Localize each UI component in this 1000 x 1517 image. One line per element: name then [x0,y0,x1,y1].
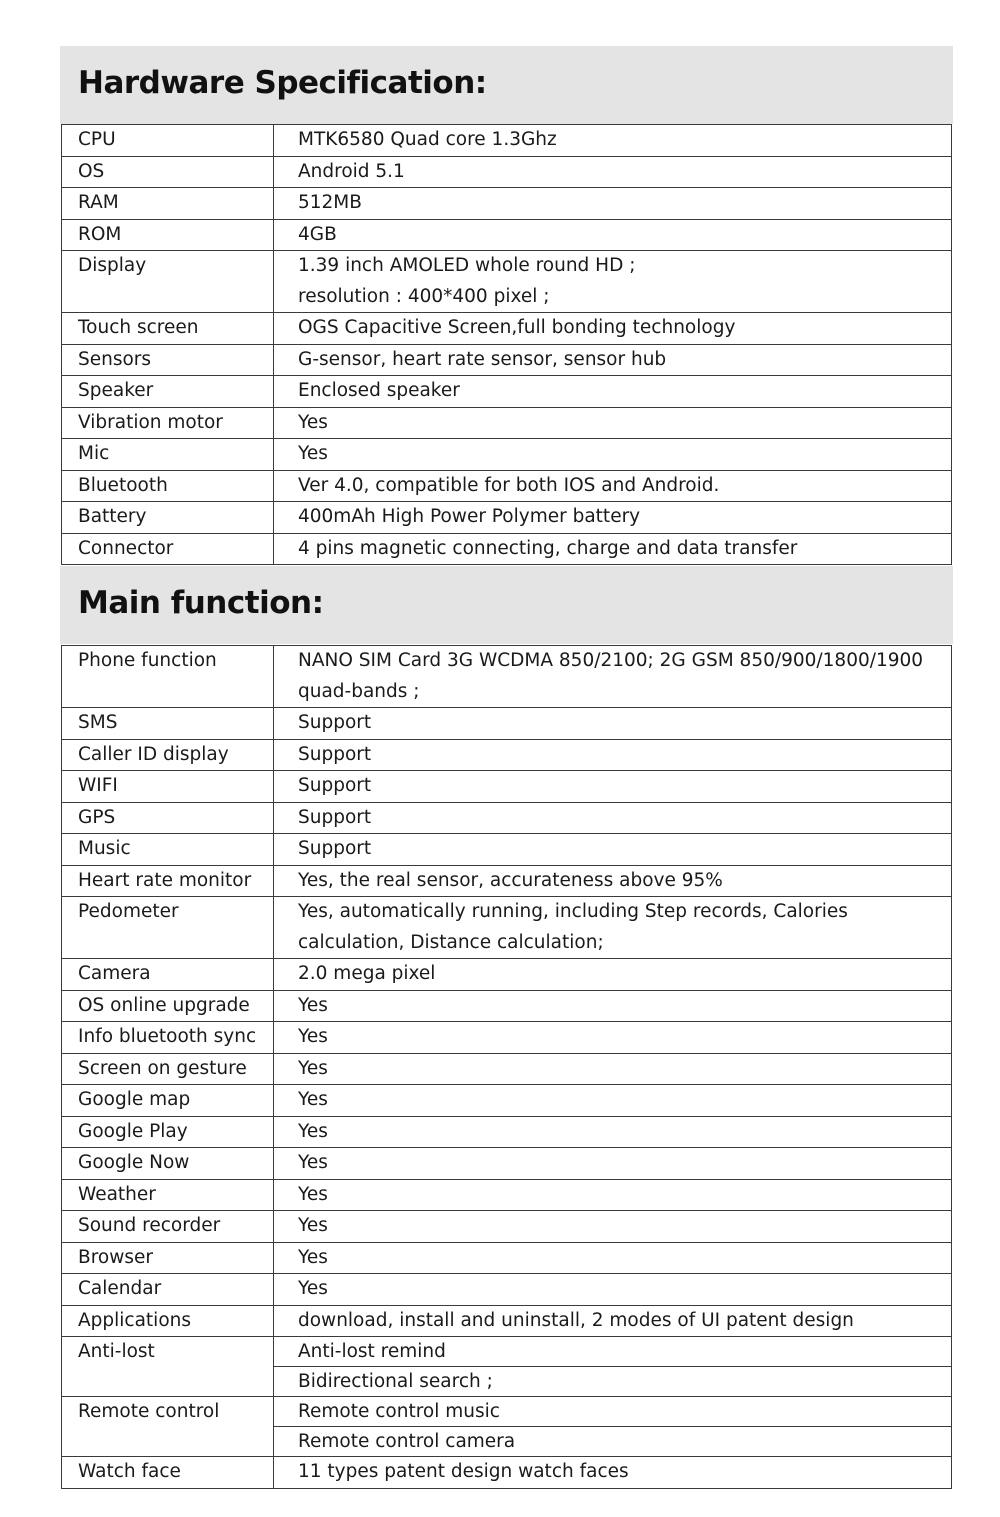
table-row [62,407,952,439]
spec-value [274,219,952,251]
spec-value [274,1085,952,1117]
main-function-title: Main function: [78,585,324,621]
spec-label: Remote control [62,1397,274,1457]
spec-label: Caller ID display [62,739,274,771]
main-function-table [61,645,952,1489]
spec-value-line: resolution : 400*400 pixel ; [298,285,550,307]
spec-value-line: 4 pins magnetic connecting, charge and data transfer [298,537,798,559]
spec-value-line: Yes [298,1057,328,1079]
spec-value: Anti-lost remind [274,1337,952,1367]
table-row [62,1397,952,1427]
spec-value-line: Yes [298,1026,328,1047]
spec-value-line: Support [298,775,372,796]
spec-value: Bidirectional search ; [274,1367,952,1397]
spec-value [274,771,952,803]
spec-label: Display [62,251,274,313]
spec-value [274,1242,952,1274]
spec-value-line: 400mAh High Power Polymer battery [298,506,641,527]
spec-label: Calendar [62,1274,274,1306]
spec-value [274,959,952,991]
table-row [62,1116,952,1148]
table-row [62,439,952,471]
table-row [62,646,952,708]
spec-label: Screen on gesture [62,1053,274,1085]
spec-value [274,1179,952,1211]
spec-value [274,1274,952,1306]
spec-value [274,646,952,708]
spec-label: Mic [62,439,274,471]
table-row [62,708,952,740]
spec-label: Connector [62,533,274,565]
spec-value [274,251,952,313]
spec-value [274,990,952,1022]
spec-value-line: Yes [298,411,328,433]
spec-label: Speaker [62,376,274,408]
table-row [62,1242,952,1274]
spec-label: GPS [62,802,274,834]
spec-value-line: Yes [298,1152,328,1173]
spec-value [274,1305,952,1337]
spec-label: Sensors [62,344,274,376]
spec-value-line: Yes [298,1120,328,1142]
table-row [62,156,952,188]
spec-label: Sound recorder [62,1211,274,1243]
spec-value [274,802,952,834]
table-row [62,1457,952,1489]
table-row [62,188,952,220]
spec-value-line: Yes [298,1278,328,1299]
hardware-section-header [60,46,953,124]
spec-value-line: 11 types patent design watch faces [298,1461,629,1482]
table-row [62,219,952,251]
table-row [62,959,952,991]
spec-label: Anti-lost [62,1337,274,1397]
spec-label: Bluetooth [62,470,274,502]
spec-value [274,1116,952,1148]
table-row [62,470,952,502]
spec-label: Watch face [62,1457,274,1489]
spec-label: Google Play [62,1116,274,1148]
table-row [62,990,952,1022]
spec-value-line: Support [298,712,372,733]
spec-label: SMS [62,708,274,740]
spec-label: Google map [62,1085,274,1117]
spec-value [274,834,952,866]
table-row [62,1274,952,1306]
spec-value-line: download, install and uninstall, 2 modes of UI patent design [298,1309,854,1331]
spec-value-line: Android 5.1 [298,160,405,182]
main-function-section-header [60,566,953,644]
spec-value [274,502,952,534]
spec-value-line: Yes [298,1215,328,1236]
table-row [62,1211,952,1243]
table-row [62,313,952,345]
spec-value [274,1022,952,1054]
spec-value-line: Yes [298,1183,328,1205]
spec-label: WIFI [62,771,274,803]
table-row [62,251,952,313]
spec-value: Remote control camera [274,1427,952,1457]
spec-value-line: OGS Capacitive Screen,full bonding technology [298,317,736,338]
spec-value-line: Ver 4.0, compatible for both IOS and Android. [298,474,720,496]
spec-value [274,439,952,471]
spec-value-line: 2.0 mega pixel [298,963,436,984]
table-row [62,1305,952,1337]
spec-value [274,1457,952,1489]
spec-label: Vibration motor [62,407,274,439]
table-row [62,1179,952,1211]
spec-value [274,376,952,408]
spec-value-line: Yes [298,1089,328,1110]
table-row [62,344,952,376]
spec-value-line: 4GB [298,223,337,245]
spec-label: Heart rate monitor [62,865,274,897]
spec-value [274,344,952,376]
spec-label: OS online upgrade [62,990,274,1022]
spec-label: Camera [62,959,274,991]
spec-label: Touch screen [62,313,274,345]
spec-value-line: calculation, Distance calculation; [298,931,604,953]
spec-value [274,125,952,157]
spec-value [274,1148,952,1180]
spec-value [274,470,952,502]
table-row [62,771,952,803]
spec-label: Browser [62,1242,274,1274]
spec-value-line: Yes [298,994,328,1016]
spec-value [274,313,952,345]
spec-value-line: MTK6580 Quad core 1.3Ghz [298,129,557,150]
spec-value-line: NANO SIM Card 3G WCDMA 850/2100; 2G GSM 850/900/1800/1900 [298,650,924,671]
spec-value [274,865,952,897]
table-row [62,376,952,408]
spec-value [274,897,952,959]
spec-label: Battery [62,502,274,534]
hardware-title: Hardware Specification: [78,65,487,101]
hardware-spec-table [61,124,952,565]
table-row [62,1337,952,1367]
spec-value-line: Support [298,743,372,765]
spec-label: RAM [62,188,274,220]
spec-value [274,407,952,439]
spec-label: Applications [62,1305,274,1337]
spec-value-line: Enclosed speaker [298,380,460,401]
spec-value [274,739,952,771]
spec-value [274,156,952,188]
table-row [62,739,952,771]
spec-value [274,1053,952,1085]
spec-label: OS [62,156,274,188]
spec-label: Info bluetooth sync [62,1022,274,1054]
table-row [62,1085,952,1117]
table-row [62,502,952,534]
spec-label: CPU [62,125,274,157]
table-row [62,897,952,959]
spec-label: Phone function [62,646,274,708]
spec-value-line: quad-bands ; [298,680,420,702]
spec-value [274,708,952,740]
spec-value-line: G-sensor, heart rate sensor, sensor hub [298,348,667,370]
spec-value-line: Support [298,838,372,859]
spec-value-line: Yes, automatically running, including Step records, Calories [298,901,848,922]
table-row [62,1022,952,1054]
spec-label: Music [62,834,274,866]
spec-value-line: 512MB [298,192,362,213]
spec-value [274,188,952,220]
table-row [62,865,952,897]
spec-value-line: Yes [298,443,328,464]
spec-value [274,1211,952,1243]
table-row [62,834,952,866]
table-row [62,802,952,834]
spec-value [274,533,952,565]
spec-value-line: 1.39 inch AMOLED whole round HD ; [298,255,636,276]
spec-label: Pedometer [62,897,274,959]
table-row [62,1148,952,1180]
table-row [62,125,952,157]
spec-label: Google Now [62,1148,274,1180]
spec-label: ROM [62,219,274,251]
table-row [62,533,952,565]
table-row [62,1053,952,1085]
spec-value-line: Yes [298,1246,328,1268]
spec-value-line: Support [298,806,372,828]
spec-label: Weather [62,1179,274,1211]
spec-value: Remote control music [274,1397,952,1427]
spec-value-line: Yes, the real sensor, accurateness above 95% [298,869,723,891]
